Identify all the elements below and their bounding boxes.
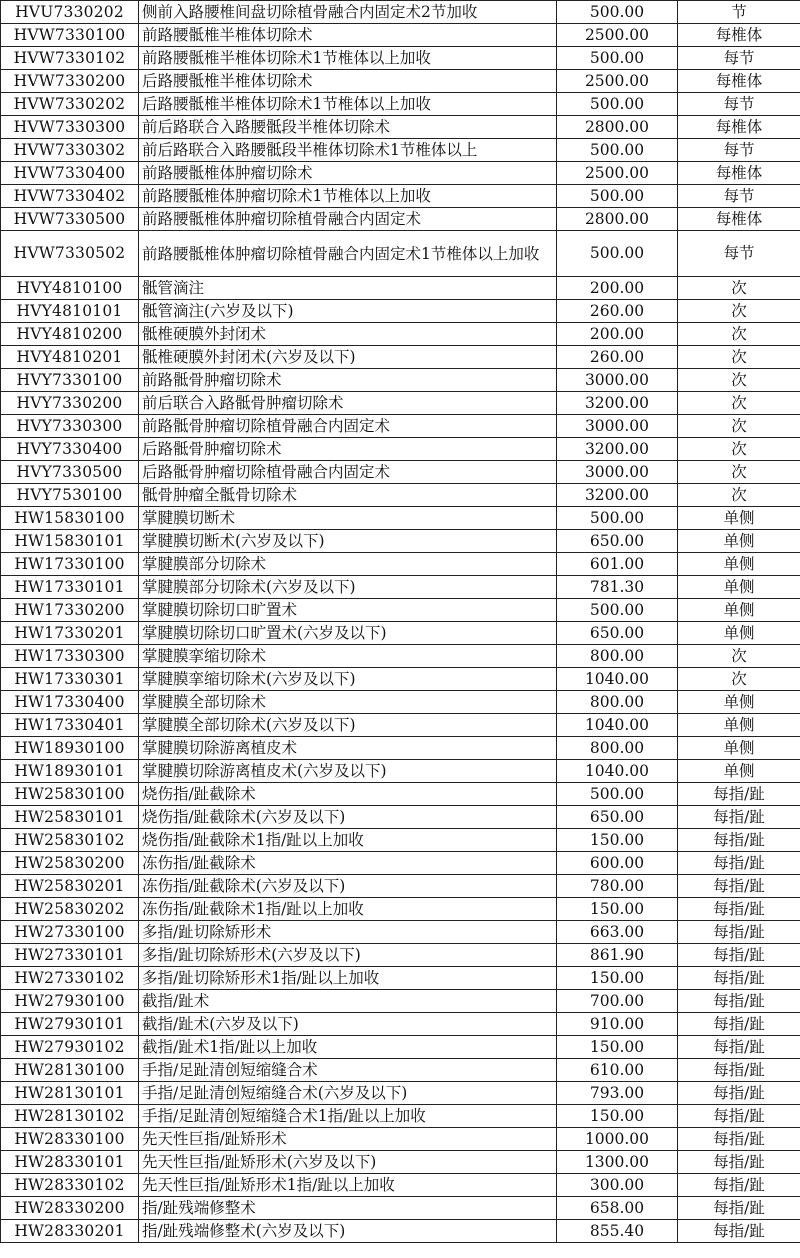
item-name-cell: 掌腱膜全部切除术 — [139, 691, 557, 714]
item-price-cell: 200.00 — [557, 323, 678, 346]
item-name-cell: 骶椎硬膜外封闭术(六岁及以下) — [139, 346, 557, 369]
item-unit-cell: 每指/趾 — [678, 783, 800, 806]
item-price-cell: 150.00 — [557, 829, 678, 852]
item-name-cell: 冻伤指/趾截除术1指/趾以上加收 — [139, 898, 557, 921]
item-name-cell: 前路腰骶椎半椎体切除术 — [139, 24, 557, 47]
item-name-cell: 前路腰骶椎体肿瘤切除术1节椎体以上加收 — [139, 185, 557, 208]
item-name-cell: 前路骶骨肿瘤切除术 — [139, 369, 557, 392]
item-code-cell: HW17330200 — [1, 599, 139, 622]
item-code-cell: HVY7530100 — [1, 484, 139, 507]
table-row — [1, 691, 800, 714]
item-unit-cell: 每节 — [678, 231, 800, 277]
item-code-cell: HVY7330500 — [1, 461, 139, 484]
table-row — [1, 507, 800, 530]
item-price-cell: 793.00 — [557, 1082, 678, 1105]
item-unit-cell: 每指/趾 — [678, 1013, 800, 1036]
item-name-cell: 手指/足趾清创短缩缝合术 — [139, 1059, 557, 1082]
item-price-cell: 500.00 — [557, 185, 678, 208]
table-row — [1, 185, 800, 208]
item-code-cell: HW28330101 — [1, 1151, 139, 1174]
item-code-cell: HVY7330300 — [1, 415, 139, 438]
item-name-cell: 后路骶骨肿瘤切除术 — [139, 438, 557, 461]
item-code-cell: HW25830102 — [1, 829, 139, 852]
item-name-cell: 掌腱膜切除切口旷置术 — [139, 599, 557, 622]
table-row — [1, 576, 800, 599]
item-code-cell: HVY7330400 — [1, 438, 139, 461]
table-body — [1, 1, 800, 1243]
item-code-cell: HW17330201 — [1, 622, 139, 645]
item-price-cell: 3200.00 — [557, 438, 678, 461]
item-name-cell: 掌腱膜全部切除术(六岁及以下) — [139, 714, 557, 737]
item-name-cell: 掌腱膜部分切除术 — [139, 553, 557, 576]
item-price-cell: 150.00 — [557, 967, 678, 990]
item-code-cell: HW17330100 — [1, 553, 139, 576]
item-name-cell: 前路腰骶椎体肿瘤切除术 — [139, 162, 557, 185]
item-price-cell: 855.40 — [557, 1220, 678, 1243]
item-unit-cell: 每椎体 — [678, 162, 800, 185]
item-unit-cell: 每指/趾 — [678, 1036, 800, 1059]
item-code-cell: HW25830100 — [1, 783, 139, 806]
item-code-cell: HW28330102 — [1, 1174, 139, 1197]
table-row — [1, 484, 800, 507]
item-code-cell: HVW7330102 — [1, 47, 139, 70]
item-price-cell: 3000.00 — [557, 415, 678, 438]
table-row — [1, 116, 800, 139]
item-name-cell: 截指/趾术(六岁及以下) — [139, 1013, 557, 1036]
item-price-cell: 500.00 — [557, 1, 678, 24]
table-row — [1, 829, 800, 852]
item-unit-cell: 每指/趾 — [678, 990, 800, 1013]
item-code-cell: HW17330101 — [1, 576, 139, 599]
item-name-cell: 后路腰骶椎半椎体切除术1节椎体以上加收 — [139, 93, 557, 116]
item-unit-cell: 次 — [678, 323, 800, 346]
item-unit-cell: 每椎体 — [678, 70, 800, 93]
item-name-cell: 手指/足趾清创短缩缝合术1指/趾以上加收 — [139, 1105, 557, 1128]
table-row — [1, 1128, 800, 1151]
item-unit-cell: 单侧 — [678, 576, 800, 599]
item-code-cell: HVY7330200 — [1, 392, 139, 415]
item-price-cell: 2800.00 — [557, 116, 678, 139]
table-row — [1, 162, 800, 185]
table-row — [1, 875, 800, 898]
table-row — [1, 783, 800, 806]
item-price-cell: 658.00 — [557, 1197, 678, 1220]
item-name-cell: 烧伤指/趾截除术(六岁及以下) — [139, 806, 557, 829]
table-row — [1, 944, 800, 967]
item-code-cell: HVW7330200 — [1, 70, 139, 93]
table-row — [1, 1105, 800, 1128]
item-unit-cell: 单侧 — [678, 737, 800, 760]
item-price-cell: 861.90 — [557, 944, 678, 967]
item-price-cell: 150.00 — [557, 898, 678, 921]
item-name-cell: 掌腱膜部分切除术(六岁及以下) — [139, 576, 557, 599]
item-name-cell: 多指/趾切除矫形术1指/趾以上加收 — [139, 967, 557, 990]
table-row — [1, 530, 800, 553]
item-name-cell: 掌腱膜切除游离植皮术(六岁及以下) — [139, 760, 557, 783]
item-price-cell: 1040.00 — [557, 714, 678, 737]
item-unit-cell: 单侧 — [678, 599, 800, 622]
item-unit-cell: 次 — [678, 346, 800, 369]
item-code-cell: HW28130102 — [1, 1105, 139, 1128]
item-price-cell: 500.00 — [557, 93, 678, 116]
item-unit-cell: 节 — [678, 1, 800, 24]
table-row — [1, 93, 800, 116]
item-code-cell: HW28130101 — [1, 1082, 139, 1105]
item-code-cell: HW25830200 — [1, 852, 139, 875]
table-row — [1, 369, 800, 392]
item-price-cell: 2500.00 — [557, 24, 678, 47]
item-name-cell: 骶管滴注(六岁及以下) — [139, 300, 557, 323]
table-row — [1, 645, 800, 668]
item-code-cell: HW17330300 — [1, 645, 139, 668]
item-code-cell: HVY4810200 — [1, 323, 139, 346]
item-code-cell: HVW7330300 — [1, 116, 139, 139]
item-price-cell: 601.00 — [557, 553, 678, 576]
item-price-cell: 1040.00 — [557, 760, 678, 783]
table-row — [1, 622, 800, 645]
item-name-cell: 多指/趾切除矫形术(六岁及以下) — [139, 944, 557, 967]
item-name-cell: 截指/趾术 — [139, 990, 557, 1013]
item-price-cell: 260.00 — [557, 300, 678, 323]
table-row — [1, 1151, 800, 1174]
table-row — [1, 1174, 800, 1197]
item-unit-cell: 每椎体 — [678, 116, 800, 139]
item-price-cell: 3000.00 — [557, 369, 678, 392]
item-unit-cell: 每节 — [678, 47, 800, 70]
item-price-cell: 780.00 — [557, 875, 678, 898]
item-code-cell: HVW7330502 — [1, 231, 139, 277]
item-unit-cell: 次 — [678, 484, 800, 507]
item-code-cell: HVY4810100 — [1, 277, 139, 300]
item-price-cell: 600.00 — [557, 852, 678, 875]
table-row — [1, 1013, 800, 1036]
item-name-cell: 掌腱膜挛缩切除术(六岁及以下) — [139, 668, 557, 691]
item-price-cell: 800.00 — [557, 737, 678, 760]
item-unit-cell: 每指/趾 — [678, 1082, 800, 1105]
item-code-cell: HW27930101 — [1, 1013, 139, 1036]
item-code-cell: HW18930101 — [1, 760, 139, 783]
table-row — [1, 1036, 800, 1059]
item-code-cell: HVW7330202 — [1, 93, 139, 116]
item-name-cell: 冻伤指/趾截除术(六岁及以下) — [139, 875, 557, 898]
item-unit-cell: 每指/趾 — [678, 944, 800, 967]
item-name-cell: 前后联合入路骶骨肿瘤切除术 — [139, 392, 557, 415]
table-row — [1, 714, 800, 737]
table-row — [1, 300, 800, 323]
item-price-cell: 150.00 — [557, 1105, 678, 1128]
item-code-cell: HVW7330302 — [1, 139, 139, 162]
item-code-cell: HW17330400 — [1, 691, 139, 714]
table-row — [1, 553, 800, 576]
item-name-cell: 掌腱膜切除游离植皮术 — [139, 737, 557, 760]
item-price-cell: 3000.00 — [557, 461, 678, 484]
item-code-cell: HVW7330402 — [1, 185, 139, 208]
item-unit-cell: 单侧 — [678, 691, 800, 714]
table-row — [1, 737, 800, 760]
item-unit-cell: 每指/趾 — [678, 1197, 800, 1220]
item-price-cell: 500.00 — [557, 507, 678, 530]
table-row — [1, 1197, 800, 1220]
table-row — [1, 438, 800, 461]
item-unit-cell: 每指/趾 — [678, 806, 800, 829]
table-row — [1, 392, 800, 415]
item-price-cell: 700.00 — [557, 990, 678, 1013]
table-row — [1, 70, 800, 93]
item-code-cell: HW25830101 — [1, 806, 139, 829]
item-code-cell: HW28130100 — [1, 1059, 139, 1082]
item-code-cell: HVW7330500 — [1, 208, 139, 231]
table-row — [1, 921, 800, 944]
table-row — [1, 139, 800, 162]
item-name-cell: 前后路联合入路腰骶段半椎体切除术1节椎体以上 — [139, 139, 557, 162]
item-unit-cell: 每指/趾 — [678, 967, 800, 990]
table-row — [1, 346, 800, 369]
item-price-cell: 500.00 — [557, 139, 678, 162]
item-code-cell: HW15830100 — [1, 507, 139, 530]
item-unit-cell: 每指/趾 — [678, 921, 800, 944]
item-price-cell: 150.00 — [557, 1036, 678, 1059]
item-price-cell: 260.00 — [557, 346, 678, 369]
item-code-cell: HW15830101 — [1, 530, 139, 553]
item-price-cell: 1300.00 — [557, 1151, 678, 1174]
item-unit-cell: 单侧 — [678, 553, 800, 576]
item-unit-cell: 单侧 — [678, 622, 800, 645]
item-name-cell: 指/趾残端修整术 — [139, 1197, 557, 1220]
item-price-cell: 650.00 — [557, 806, 678, 829]
table-row — [1, 231, 800, 277]
item-name-cell: 冻伤指/趾截除术 — [139, 852, 557, 875]
item-unit-cell: 每指/趾 — [678, 829, 800, 852]
item-name-cell: 前路骶骨肿瘤切除植骨融合内固定术 — [139, 415, 557, 438]
item-code-cell: HW27330101 — [1, 944, 139, 967]
item-unit-cell: 每指/趾 — [678, 1174, 800, 1197]
table-row — [1, 990, 800, 1013]
table-row — [1, 1220, 800, 1243]
item-name-cell: 先天性巨指/趾矫形术 — [139, 1128, 557, 1151]
item-name-cell: 后路骶骨肿瘤切除植骨融合内固定术 — [139, 461, 557, 484]
item-unit-cell: 每指/趾 — [678, 1128, 800, 1151]
item-price-cell: 650.00 — [557, 622, 678, 645]
table-row — [1, 806, 800, 829]
item-code-cell: HW27330102 — [1, 967, 139, 990]
item-unit-cell: 每指/趾 — [678, 852, 800, 875]
item-name-cell: 先天性巨指/趾矫形术(六岁及以下) — [139, 1151, 557, 1174]
item-price-cell: 2500.00 — [557, 70, 678, 93]
item-name-cell: 掌腱膜挛缩切除术 — [139, 645, 557, 668]
item-unit-cell: 次 — [678, 300, 800, 323]
item-name-cell: 前路腰骶椎体肿瘤切除植骨融合内固定术 — [139, 208, 557, 231]
item-price-cell: 500.00 — [557, 599, 678, 622]
item-unit-cell: 次 — [678, 461, 800, 484]
item-name-cell: 烧伤指/趾截除术 — [139, 783, 557, 806]
table-row — [1, 898, 800, 921]
table-row — [1, 323, 800, 346]
item-code-cell: HW17330401 — [1, 714, 139, 737]
table-row — [1, 277, 800, 300]
item-code-cell: HW18930100 — [1, 737, 139, 760]
table-row — [1, 967, 800, 990]
item-price-cell: 800.00 — [557, 645, 678, 668]
item-code-cell: HVW7330400 — [1, 162, 139, 185]
item-name-cell: 烧伤指/趾截除术1指/趾以上加收 — [139, 829, 557, 852]
item-price-cell: 500.00 — [557, 47, 678, 70]
item-price-cell: 800.00 — [557, 691, 678, 714]
item-unit-cell: 每节 — [678, 139, 800, 162]
table-row — [1, 668, 800, 691]
item-name-cell: 前后路联合入路腰骶段半椎体切除术 — [139, 116, 557, 139]
item-code-cell: HW28330100 — [1, 1128, 139, 1151]
item-unit-cell: 次 — [678, 645, 800, 668]
table-row — [1, 1082, 800, 1105]
item-name-cell: 指/趾残端修整术(六岁及以下) — [139, 1220, 557, 1243]
item-unit-cell: 每椎体 — [678, 24, 800, 47]
item-price-cell: 1040.00 — [557, 668, 678, 691]
item-price-cell: 2500.00 — [557, 162, 678, 185]
item-name-cell: 前路腰骶椎半椎体切除术1节椎体以上加收 — [139, 47, 557, 70]
item-name-cell: 多指/趾切除矫形术 — [139, 921, 557, 944]
table-row — [1, 24, 800, 47]
table-row — [1, 461, 800, 484]
item-code-cell: HW27930102 — [1, 1036, 139, 1059]
item-code-cell: HW28330200 — [1, 1197, 139, 1220]
item-name-cell: 后路腰骶椎半椎体切除术 — [139, 70, 557, 93]
table-row — [1, 415, 800, 438]
item-name-cell: 先天性巨指/趾矫形术1指/趾以上加收 — [139, 1174, 557, 1197]
item-unit-cell: 次 — [678, 369, 800, 392]
table-row — [1, 1059, 800, 1082]
item-unit-cell: 次 — [678, 438, 800, 461]
item-price-cell: 650.00 — [557, 530, 678, 553]
item-unit-cell: 每指/趾 — [678, 875, 800, 898]
item-price-cell: 2800.00 — [557, 208, 678, 231]
item-price-cell: 910.00 — [557, 1013, 678, 1036]
item-unit-cell: 次 — [678, 392, 800, 415]
table-row — [1, 47, 800, 70]
item-name-cell: 骶管滴注 — [139, 277, 557, 300]
item-unit-cell: 次 — [678, 415, 800, 438]
item-unit-cell: 每椎体 — [678, 208, 800, 231]
item-price-cell: 610.00 — [557, 1059, 678, 1082]
item-name-cell: 前路腰骶椎体肿瘤切除植骨融合内固定术1节椎体以上加收 — [139, 231, 557, 277]
item-unit-cell: 每指/趾 — [678, 1105, 800, 1128]
item-code-cell: HW25830201 — [1, 875, 139, 898]
item-code-cell: HW27930100 — [1, 990, 139, 1013]
item-name-cell: 掌腱膜切断术 — [139, 507, 557, 530]
item-name-cell: 掌腱膜切断术(六岁及以下) — [139, 530, 557, 553]
table-row — [1, 852, 800, 875]
item-price-cell: 300.00 — [557, 1174, 678, 1197]
item-unit-cell: 每指/趾 — [678, 1059, 800, 1082]
item-code-cell: HW25830202 — [1, 898, 139, 921]
item-price-cell: 3200.00 — [557, 484, 678, 507]
table-row — [1, 208, 800, 231]
item-name-cell: 掌腱膜切除切口旷置术(六岁及以下) — [139, 622, 557, 645]
item-unit-cell: 单侧 — [678, 507, 800, 530]
item-price-cell: 3200.00 — [557, 392, 678, 415]
item-code-cell: HVY4810201 — [1, 346, 139, 369]
table-row — [1, 1, 800, 24]
item-code-cell: HVY7330100 — [1, 369, 139, 392]
item-code-cell: HW17330301 — [1, 668, 139, 691]
item-unit-cell: 每节 — [678, 185, 800, 208]
item-name-cell: 骶椎硬膜外封闭术 — [139, 323, 557, 346]
table-row — [1, 599, 800, 622]
item-code-cell: HVW7330100 — [1, 24, 139, 47]
item-price-cell: 1000.00 — [557, 1128, 678, 1151]
item-price-cell: 500.00 — [557, 231, 678, 277]
table-row — [1, 760, 800, 783]
item-unit-cell: 次 — [678, 668, 800, 691]
item-unit-cell: 单侧 — [678, 530, 800, 553]
item-unit-cell: 每节 — [678, 93, 800, 116]
item-price-cell: 781.30 — [557, 576, 678, 599]
item-price-cell: 500.00 — [557, 783, 678, 806]
item-unit-cell: 每指/趾 — [678, 898, 800, 921]
item-code-cell: HW28330201 — [1, 1220, 139, 1243]
item-code-cell: HVU7330202 — [1, 1, 139, 24]
item-unit-cell: 次 — [678, 277, 800, 300]
item-name-cell: 截指/趾术1指/趾以上加收 — [139, 1036, 557, 1059]
item-unit-cell: 每指/趾 — [678, 1151, 800, 1174]
item-name-cell: 骶骨肿瘤全骶骨切除术 — [139, 484, 557, 507]
item-price-cell: 200.00 — [557, 277, 678, 300]
item-name-cell: 手指/足趾清创短缩缝合术(六岁及以下) — [139, 1082, 557, 1105]
item-price-cell: 663.00 — [557, 921, 678, 944]
item-code-cell: HW27330100 — [1, 921, 139, 944]
item-unit-cell: 单侧 — [678, 714, 800, 737]
item-unit-cell: 每指/趾 — [678, 1220, 800, 1243]
item-name-cell: 侧前入路腰椎间盘切除植骨融合内固定术2节加收 — [139, 1, 557, 24]
item-unit-cell: 单侧 — [678, 760, 800, 783]
item-code-cell: HVY4810101 — [1, 300, 139, 323]
